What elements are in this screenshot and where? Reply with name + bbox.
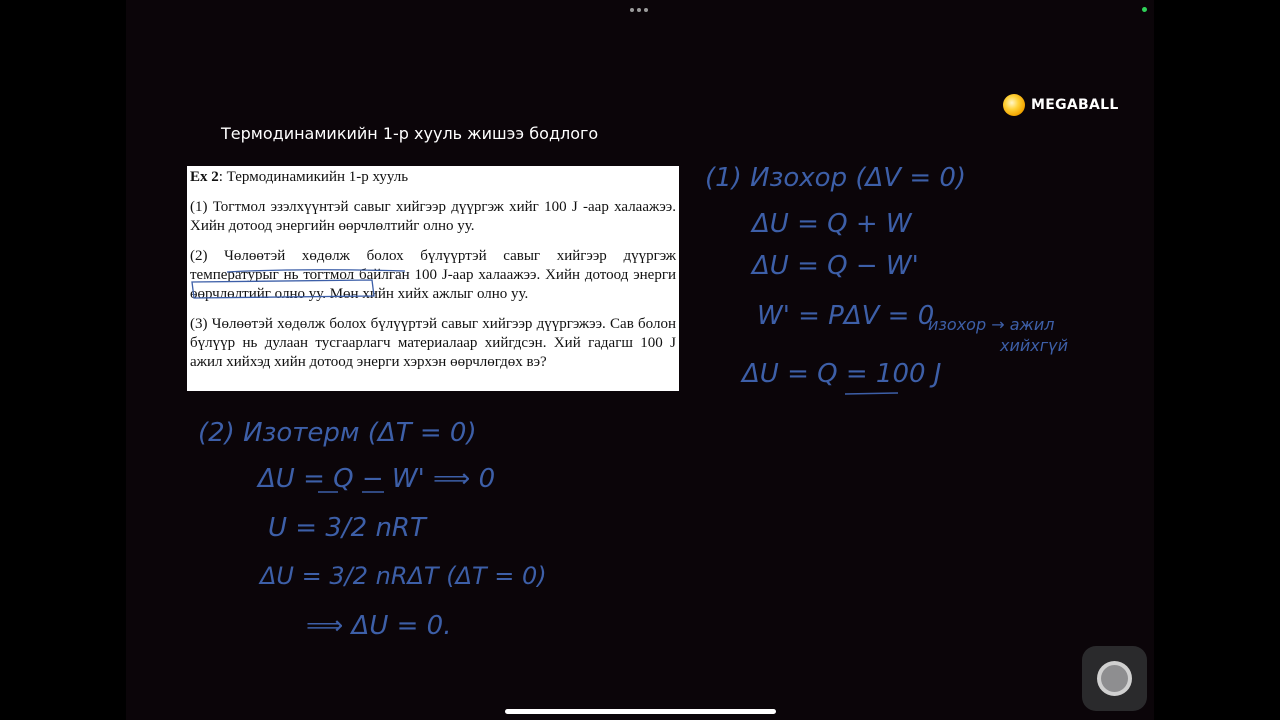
record-button[interactable] xyxy=(1082,646,1147,711)
right-bezel xyxy=(1154,0,1280,720)
problem-document xyxy=(187,166,679,391)
ink-part1-eq3: W' = PΔV = 0 xyxy=(757,301,935,331)
left-bezel xyxy=(0,0,126,720)
status-indicator xyxy=(1142,7,1147,12)
record-icon-center xyxy=(1101,665,1128,692)
problem-1: (1) Тогтмол эзэлхүүнтэй савыг хийгээр дүүргэж хийг 100 J -аар халаажээ. Хийн дотоод энергийн өөрчлөлтийг олно уу. xyxy=(190,199,676,234)
ink-part2-eq3: ΔU = 3/2 nRΔT (ΔT = 0) xyxy=(260,562,547,590)
ink-part2-heading: (2) Изотерм (ΔT = 0) xyxy=(198,418,477,448)
ink-part1-eq2: ΔU = Q − W' xyxy=(752,251,919,281)
ink-part1-eq1: ΔU = Q + W xyxy=(752,209,912,239)
slide-title: Термодинамикийн 1-р хууль жишээ бодлого xyxy=(221,124,599,143)
problem-2: (2) Чөлөөтэй хөдөлж болох бүлүүртэй савыг хийгээр дүүргэж температурыг нь тогтмол байлган 100 J-аар халаажээ. Хийн дотоод энерги өөрчлөлтийг олно уу. Мөн хийн хийх ажлыг олно уу. xyxy=(190,248,676,302)
example-heading xyxy=(190,168,676,187)
ink-part2-result: ⟹ ΔU = 0. xyxy=(306,611,452,641)
brand-name: MEGABALL xyxy=(1031,97,1119,113)
ink-part1-heading: (1) Изохор (ΔV = 0) xyxy=(705,163,967,193)
ball-icon xyxy=(1003,94,1025,116)
problem-3: (3) Чөлөөтэй хөдөлж болох бүлүүртэй савыг хийгээр дүүргэжээ. Сав болон бүлүүр нь дулаан тусгаарлагч материалаар хийгдсэн. Хий гадагш 100 J ажил хийхэд хийн дотоод энерги хэрхэн өөрчлөгдөх вэ? xyxy=(190,316,676,370)
home-indicator[interactable] xyxy=(505,709,776,714)
more-dots-icon[interactable] xyxy=(630,8,648,12)
ink-part1-note1: изохор → ажил xyxy=(928,315,1055,334)
ink-part1-note2: хийхгүй xyxy=(1000,336,1069,355)
ink-part2-eq2: U = 3/2 nRT xyxy=(268,513,426,543)
ink-part1-result: ΔU = Q = 100 J xyxy=(742,359,942,389)
example-title: : Термодинамикийн 1-р хууль xyxy=(218,169,409,185)
ink-part2-eq1: ΔU = Q − W' ⟹ 0 xyxy=(258,464,496,494)
brand-logo xyxy=(1003,94,1119,116)
example-label: Ex 2 xyxy=(190,169,219,185)
